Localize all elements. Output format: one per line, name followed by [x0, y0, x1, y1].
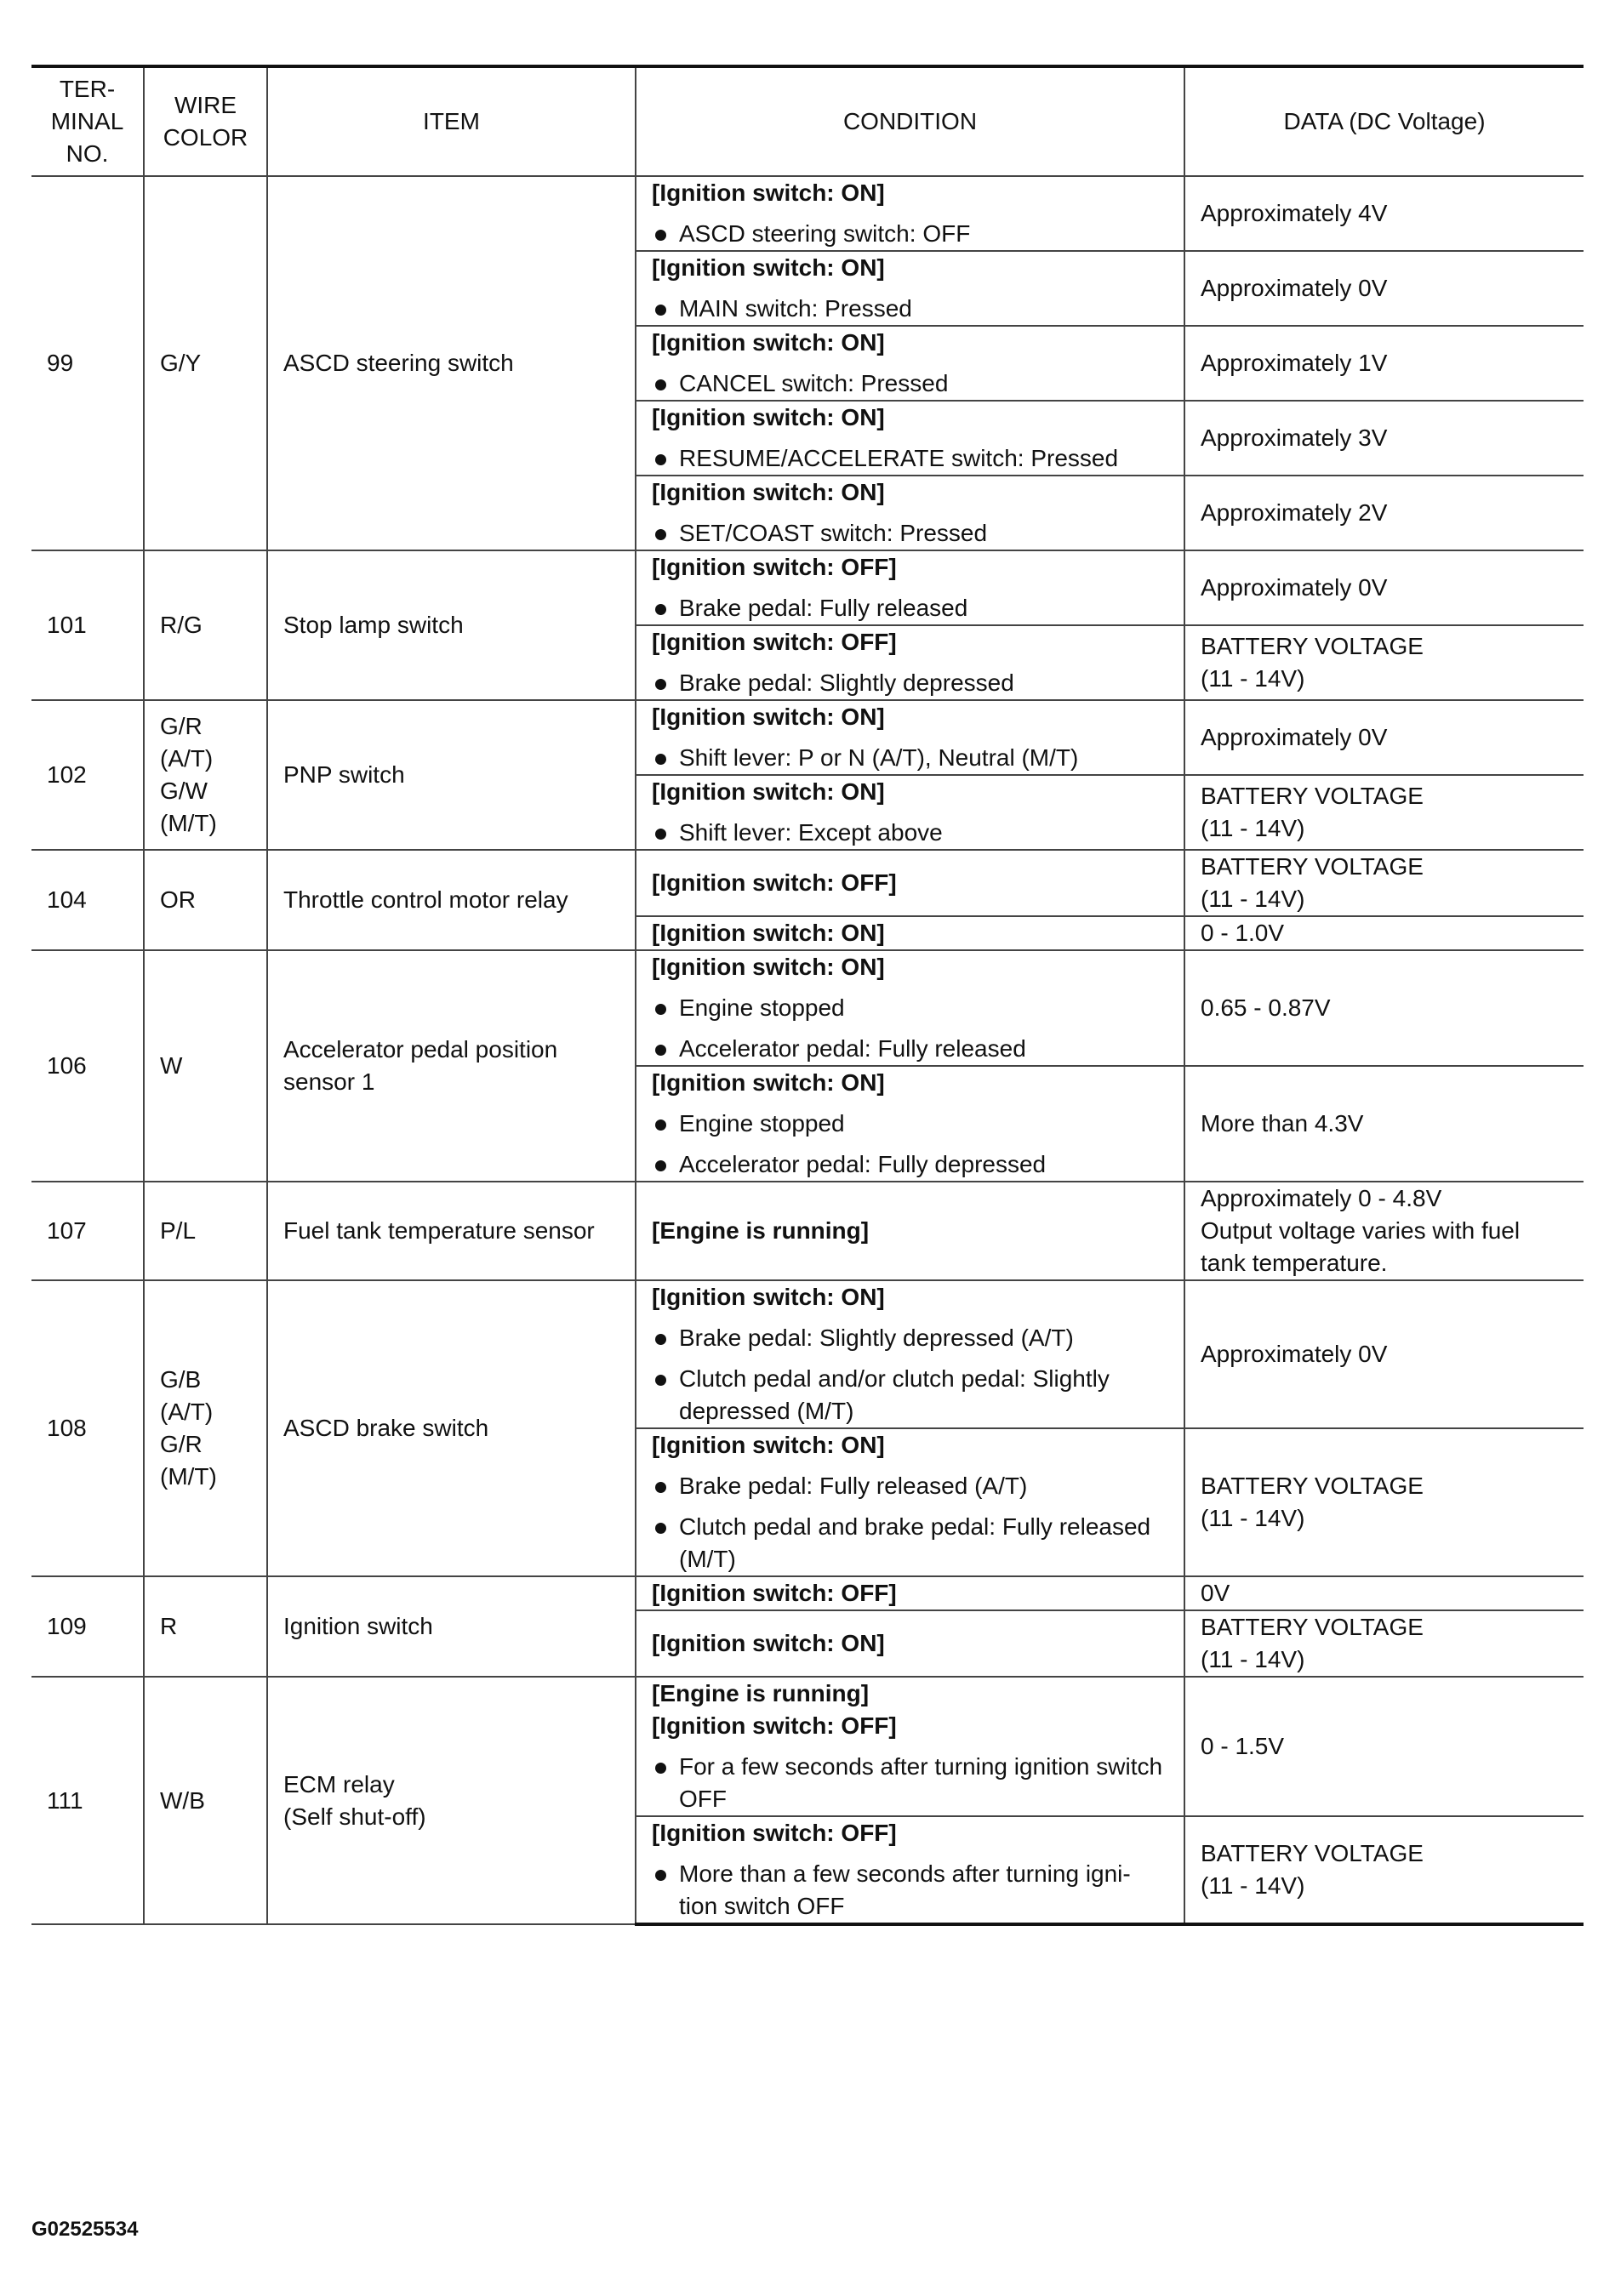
condition-title: [Ignition switch: ON]: [652, 179, 885, 206]
voltage-data-cell: BATTERY VOLTAGE (11 - 14V): [1184, 1816, 1584, 1924]
item-cell: PNP switch: [267, 700, 636, 850]
table-row: [31, 700, 1584, 775]
condition-cell: [636, 1428, 1184, 1576]
condition-bullet: Shift lever: P or N (A/T), Neutral (M/T): [652, 742, 1168, 774]
wire-color-cell: W: [144, 950, 267, 1182]
item-cell: Ignition switch: [267, 1576, 636, 1677]
condition-cell: [636, 1677, 1184, 1816]
condition-title: [Ignition switch: ON]: [652, 329, 885, 356]
wire-color-cell: G/B (A/T) G/R (M/T): [144, 1280, 267, 1576]
terminal-no-cell: 109: [31, 1576, 144, 1677]
voltage-data-cell: Approximately 0 - 4.8V Output voltage varies with fuel tank temperature.: [1184, 1182, 1584, 1280]
condition-bullet: RESUME/ACCELERATE switch: Pressed: [652, 442, 1168, 475]
condition-title: [Ignition switch: ON]: [652, 920, 885, 946]
condition-title: [Ignition switch: ON]: [652, 254, 885, 281]
condition-bullet: More than a few seconds after turning igni-tion switch OFF: [652, 1858, 1168, 1923]
condition-cell: [636, 251, 1184, 326]
wire-color-cell: G/R (A/T) G/W (M/T): [144, 700, 267, 850]
voltage-data-cell: Approximately 0V: [1184, 1280, 1584, 1428]
condition-cell: [636, 950, 1184, 1066]
condition-bullet: Clutch pedal and brake pedal: Fully released (M/T): [652, 1511, 1168, 1575]
voltage-data-cell: BATTERY VOLTAGE (11 - 14V): [1184, 1610, 1584, 1677]
condition-cell: [636, 625, 1184, 700]
condition-cell: [636, 700, 1184, 775]
terminal-no-cell: 101: [31, 550, 144, 700]
voltage-data-cell: BATTERY VOLTAGE (11 - 14V): [1184, 775, 1584, 850]
terminal-no-cell: 99: [31, 176, 144, 550]
condition-bullet: MAIN switch: Pressed: [652, 293, 1168, 325]
condition-cell: [636, 1280, 1184, 1428]
condition-title: [Engine is running]: [652, 1217, 870, 1244]
item-cell: Fuel tank temperature sensor: [267, 1182, 636, 1280]
condition-title: [Ignition switch: ON]: [652, 1069, 885, 1096]
table-row: [31, 850, 1584, 916]
condition-title: [Ignition switch: ON]: [652, 778, 885, 805]
condition-bullet: CANCEL switch: Pressed: [652, 367, 1168, 400]
header-item: ITEM: [267, 66, 636, 176]
voltage-data-cell: Approximately 0V: [1184, 251, 1584, 326]
wire-color-cell: OR: [144, 850, 267, 950]
condition-cell: [636, 550, 1184, 625]
voltage-data-cell: Approximately 2V: [1184, 476, 1584, 550]
condition-bullet: Brake pedal: Fully released (A/T): [652, 1470, 1168, 1502]
terminal-no-cell: 111: [31, 1677, 144, 1924]
condition-title: [Ignition switch: OFF]: [652, 869, 897, 896]
condition-title: [Engine is running] [Ignition switch: OFF]: [652, 1680, 897, 1739]
condition-cell: [636, 850, 1184, 916]
condition-bullet: Accelerator pedal: Fully depressed: [652, 1148, 1168, 1181]
condition-cell: [636, 1182, 1184, 1280]
condition-title: [Ignition switch: ON]: [652, 1432, 885, 1458]
condition-bullet: Shift lever: Except above: [652, 817, 1168, 849]
table-row: [31, 1182, 1584, 1280]
condition-title: [Ignition switch: ON]: [652, 1630, 885, 1656]
table-header: [31, 66, 1584, 176]
condition-bullet: ASCD steering switch: OFF: [652, 218, 1168, 250]
terminal-data-table: [31, 65, 1584, 1926]
table-row: [31, 1576, 1584, 1610]
voltage-data-cell: Approximately 4V: [1184, 176, 1584, 251]
voltage-data-cell: Approximately 3V: [1184, 401, 1584, 476]
table-row: [31, 1677, 1584, 1816]
item-cell: Throttle control motor relay: [267, 850, 636, 950]
voltage-data-cell: 0.65 - 0.87V: [1184, 950, 1584, 1066]
item-cell: Stop lamp switch: [267, 550, 636, 700]
condition-cell: [636, 1576, 1184, 1610]
condition-title: [Ignition switch: ON]: [652, 404, 885, 430]
terminal-no-cell: 107: [31, 1182, 144, 1280]
header-condition: CONDITION: [636, 66, 1184, 176]
condition-cell: [636, 916, 1184, 950]
condition-bullet: Brake pedal: Fully released: [652, 592, 1168, 624]
table-row: [31, 550, 1584, 625]
condition-cell: [636, 1066, 1184, 1182]
terminal-no-cell: 108: [31, 1280, 144, 1576]
figure-code: G02525534: [31, 2218, 139, 2241]
condition-cell: [636, 176, 1184, 251]
condition-cell: [636, 401, 1184, 476]
condition-title: [Ignition switch: ON]: [652, 704, 885, 730]
condition-title: [Ignition switch: ON]: [652, 954, 885, 980]
condition-bullet: Brake pedal: Slightly depressed: [652, 667, 1168, 699]
condition-bullet: SET/COAST switch: Pressed: [652, 517, 1168, 550]
voltage-data-cell: More than 4.3V: [1184, 1066, 1584, 1182]
condition-bullet: Engine stopped: [652, 1108, 1168, 1140]
item-cell: ASCD steering switch: [267, 176, 636, 550]
voltage-data-cell: Approximately 1V: [1184, 326, 1584, 401]
header-terminal-no: TER- MINAL NO.: [31, 66, 144, 176]
condition-bullet: Brake pedal: Slightly depressed (A/T): [652, 1322, 1168, 1354]
condition-title: [Ignition switch: OFF]: [652, 1580, 897, 1606]
condition-title: [Ignition switch: OFF]: [652, 1820, 897, 1846]
wire-color-cell: W/B: [144, 1677, 267, 1924]
voltage-data-cell: 0V: [1184, 1576, 1584, 1610]
table-row: [31, 1280, 1584, 1428]
condition-cell: [636, 1816, 1184, 1924]
wire-color-cell: R/G: [144, 550, 267, 700]
wire-color-cell: R: [144, 1576, 267, 1677]
item-cell: ECM relay (Self shut-off): [267, 1677, 636, 1924]
voltage-data-cell: Approximately 0V: [1184, 550, 1584, 625]
condition-title: [Ignition switch: OFF]: [652, 629, 897, 655]
condition-bullet: For a few seconds after turning ignition switch OFF: [652, 1751, 1168, 1815]
voltage-data-cell: Approximately 0V: [1184, 700, 1584, 775]
wire-color-cell: G/Y: [144, 176, 267, 550]
condition-cell: [636, 1610, 1184, 1677]
terminal-no-cell: 104: [31, 850, 144, 950]
terminal-no-cell: 106: [31, 950, 144, 1182]
item-cell: Accelerator pedal position sensor 1: [267, 950, 636, 1182]
terminal-no-cell: 102: [31, 700, 144, 850]
header-data: DATA (DC Voltage): [1184, 66, 1584, 176]
voltage-data-cell: BATTERY VOLTAGE (11 - 14V): [1184, 625, 1584, 700]
header-wire-color: WIRE COLOR: [144, 66, 267, 176]
condition-cell: [636, 326, 1184, 401]
voltage-data-cell: BATTERY VOLTAGE (11 - 14V): [1184, 1428, 1584, 1576]
voltage-data-cell: BATTERY VOLTAGE (11 - 14V): [1184, 850, 1584, 916]
voltage-data-cell: 0 - 1.5V: [1184, 1677, 1584, 1816]
condition-title: [Ignition switch: ON]: [652, 1284, 885, 1310]
condition-bullet: Clutch pedal and/or clutch pedal: Slightly depressed (M/T): [652, 1363, 1168, 1427]
voltage-data-cell: 0 - 1.0V: [1184, 916, 1584, 950]
condition-cell: [636, 775, 1184, 850]
table-row: [31, 176, 1584, 251]
wire-color-cell: P/L: [144, 1182, 267, 1280]
table-row: [31, 950, 1584, 1066]
table-body: [31, 176, 1584, 1924]
condition-cell: [636, 476, 1184, 550]
condition-bullet: Accelerator pedal: Fully released: [652, 1033, 1168, 1065]
condition-bullet: Engine stopped: [652, 992, 1168, 1024]
condition-title: [Ignition switch: ON]: [652, 479, 885, 505]
item-cell: ASCD brake switch: [267, 1280, 636, 1576]
condition-title: [Ignition switch: OFF]: [652, 554, 897, 580]
